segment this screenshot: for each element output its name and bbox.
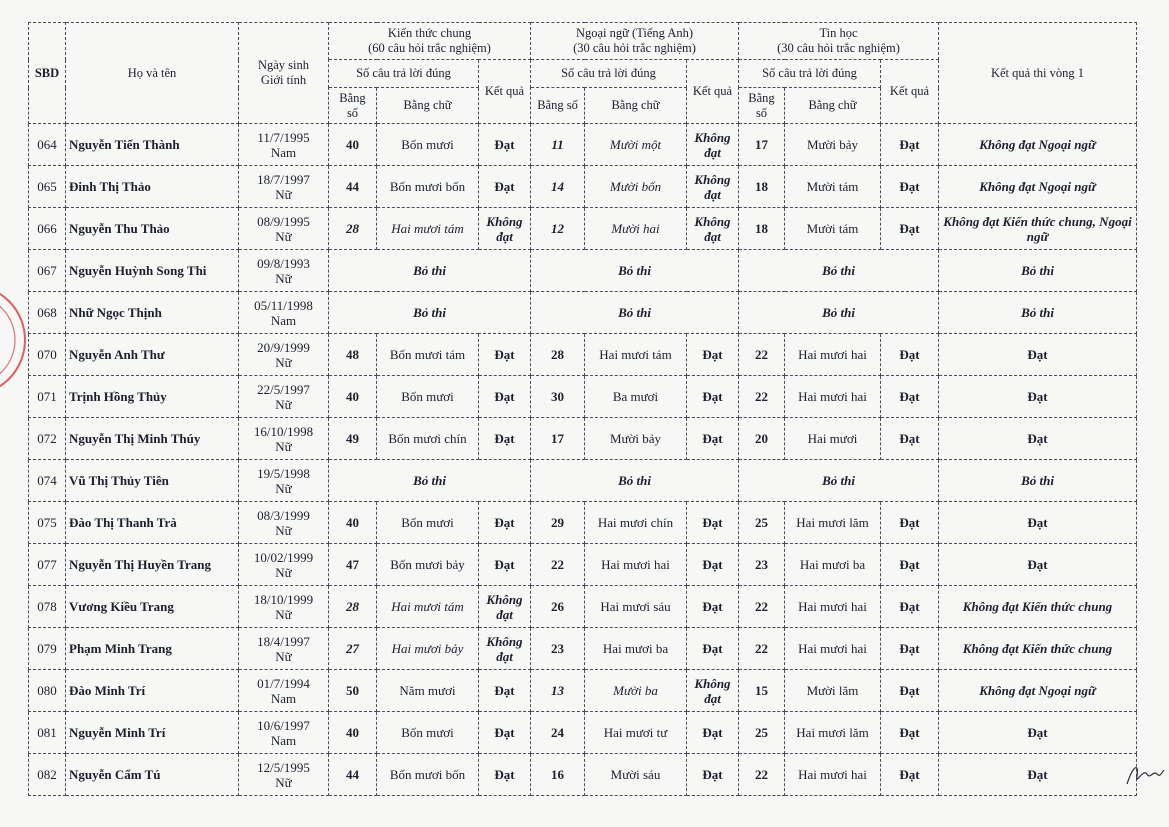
- final-result: Không đạt Kiến thức chung: [939, 628, 1137, 670]
- nn-score-number: 12: [531, 208, 585, 250]
- final-result: Đạt: [939, 334, 1137, 376]
- th-result: Đạt: [881, 712, 939, 754]
- header-nn-correct: Số câu trả lời đúng: [531, 60, 687, 88]
- table-row: [29, 502, 1137, 544]
- nn-result: Đạt: [687, 418, 739, 460]
- nn-score-words: Ba mươi: [585, 376, 687, 418]
- final-result: Đạt: [939, 418, 1137, 460]
- th-score-number: 25: [739, 712, 785, 754]
- final-result: Đạt: [939, 376, 1137, 418]
- nn-score-number: 11: [531, 124, 585, 166]
- th-result: Đạt: [881, 754, 939, 796]
- header-name: Họ và tên: [66, 23, 239, 124]
- header-kt-bang-so-1: Bằng: [339, 90, 366, 105]
- th-result: Đạt: [881, 418, 939, 460]
- name-cell: Nguyễn Thị Minh Thúy: [66, 418, 239, 460]
- final-result: Không đạt Ngoại ngữ: [939, 124, 1137, 166]
- nn-score-words: Mười ba: [585, 670, 687, 712]
- header-th: [739, 23, 939, 60]
- kt-score-number: 40: [329, 124, 377, 166]
- name-cell: Nguyễn Huỳnh Song Thi: [66, 250, 239, 292]
- nn-score-words: Mười sáu: [585, 754, 687, 796]
- header-th-bang-so-2: số: [755, 105, 768, 120]
- nn-result: Đạt: [687, 502, 739, 544]
- nn-result: Không đạt: [687, 166, 739, 208]
- nn-result: Đạt: [687, 544, 739, 586]
- table-row: [29, 208, 1137, 250]
- header-kt-bang-so: [329, 88, 377, 124]
- sbd-cell: 071: [29, 376, 66, 418]
- th-score-number: 18: [739, 166, 785, 208]
- nn-absent: Bỏ thi: [531, 292, 739, 334]
- th-result: Đạt: [881, 166, 939, 208]
- header-nn: [531, 23, 739, 60]
- final-result: Bỏ thi: [939, 292, 1137, 334]
- th-score-number: 22: [739, 628, 785, 670]
- dob-cell: [239, 250, 329, 292]
- kt-score-number: 48: [329, 334, 377, 376]
- dob-cell: [239, 502, 329, 544]
- dob-date: 12/5/1995: [257, 759, 310, 775]
- kt-score-words: Bốn mươi bốn: [377, 754, 479, 796]
- dob-cell: [239, 418, 329, 460]
- kt-score-number: 27: [329, 628, 377, 670]
- header-sbd: SBD: [29, 23, 66, 124]
- sbd-cell: 078: [29, 586, 66, 628]
- kt-result: Đạt: [479, 166, 531, 208]
- nn-absent: Bỏ thi: [531, 250, 739, 292]
- dob-sex: Nam: [270, 732, 297, 748]
- kt-absent: Bỏ thi: [329, 250, 531, 292]
- th-score-words: Hai mươi: [785, 418, 881, 460]
- th-score-number: 22: [739, 586, 785, 628]
- table-row: [29, 250, 1137, 292]
- nn-absent: Bỏ thi: [531, 460, 739, 502]
- final-result: Không đạt Ngoại ngữ: [939, 166, 1137, 208]
- dob-cell: [239, 586, 329, 628]
- nn-score-number: 22: [531, 544, 585, 586]
- th-score-number: 23: [739, 544, 785, 586]
- nn-result: Không đạt: [687, 124, 739, 166]
- sbd-cell: 072: [29, 418, 66, 460]
- th-absent: Bỏ thi: [739, 460, 939, 502]
- dob-date: 10/6/1997: [257, 717, 310, 733]
- kt-result: Đạt: [479, 124, 531, 166]
- th-score-words: Mười tám: [785, 166, 881, 208]
- kt-absent: Bỏ thi: [329, 292, 531, 334]
- final-result: Không đạt Kiến thức chung, Ngoại ngữ: [939, 208, 1137, 250]
- kt-score-number: 44: [329, 754, 377, 796]
- th-score-words: Hai mươi hai: [785, 754, 881, 796]
- header-th-correct: Số câu trả lời đúng: [739, 60, 881, 88]
- kt-score-number: 40: [329, 376, 377, 418]
- dob-sex: Nữ: [275, 270, 292, 286]
- sbd-cell: 064: [29, 124, 66, 166]
- kt-result: Đạt: [479, 376, 531, 418]
- kt-score-words: Bốn mươi: [377, 502, 479, 544]
- header-kt-result: Kết quả: [479, 60, 531, 124]
- header-nn-title: Ngoại ngữ (Tiếng Anh): [575, 26, 694, 40]
- header-kt-correct: Số câu trả lời đúng: [329, 60, 479, 88]
- name-cell: Nguyễn Thị Huyền Trang: [66, 544, 239, 586]
- nn-score-number: 13: [531, 670, 585, 712]
- name-cell: Vũ Thị Thủy Tiên: [66, 460, 239, 502]
- dob-date: 10/02/1999: [253, 549, 314, 565]
- final-result: Đạt: [939, 502, 1137, 544]
- kt-score-number: 28: [329, 586, 377, 628]
- dob-sex: Nữ: [275, 354, 292, 370]
- nn-score-words: Hai mươi tư: [585, 712, 687, 754]
- dob-date: 09/8/1993: [257, 255, 310, 271]
- kt-result: Đạt: [479, 544, 531, 586]
- sbd-cell: 065: [29, 166, 66, 208]
- header-kt-sub: (60 câu hỏi trắc nghiệm): [368, 41, 491, 55]
- nn-score-words: Hai mươi sáu: [585, 586, 687, 628]
- table-row: [29, 418, 1137, 460]
- name-cell: Phạm Minh Trang: [66, 628, 239, 670]
- table-row: [29, 166, 1137, 208]
- nn-score-number: 16: [531, 754, 585, 796]
- table-row: [29, 712, 1137, 754]
- dob-date: 08/3/1999: [257, 507, 310, 523]
- kt-result: Không đạt: [479, 628, 531, 670]
- th-absent: Bỏ thi: [739, 250, 939, 292]
- nn-score-words: Mười hai: [585, 208, 687, 250]
- red-stamp: [0, 255, 40, 425]
- table-row: [29, 670, 1137, 712]
- sbd-cell: 081: [29, 712, 66, 754]
- dob-date: 19/5/1998: [257, 465, 310, 481]
- nn-score-number: 14: [531, 166, 585, 208]
- nn-result: Không đạt: [687, 208, 739, 250]
- dob-sex: Nữ: [275, 774, 292, 790]
- nn-result: Đạt: [687, 334, 739, 376]
- final-result: Đạt: [939, 544, 1137, 586]
- th-result: Đạt: [881, 208, 939, 250]
- dob-sex: Nữ: [275, 396, 292, 412]
- th-score-number: 25: [739, 502, 785, 544]
- nn-score-number: 17: [531, 418, 585, 460]
- th-score-words: Hai mươi ba: [785, 544, 881, 586]
- th-score-words: Hai mươi hai: [785, 628, 881, 670]
- final-result: Không đạt Kiến thức chung: [939, 586, 1137, 628]
- dob-date: 18/7/1997: [257, 171, 310, 187]
- nn-score-words: Mười bốn: [585, 166, 687, 208]
- name-cell: Đinh Thị Thảo: [66, 166, 239, 208]
- nn-result: Đạt: [687, 586, 739, 628]
- dob-cell: [239, 376, 329, 418]
- header-th-bang-chu: Bằng chữ: [785, 88, 881, 124]
- dob-sex: Nữ: [275, 480, 292, 496]
- th-result: Đạt: [881, 544, 939, 586]
- header-kt-bang-chu: Bằng chữ: [377, 88, 479, 124]
- dob-sex: Nữ: [275, 522, 292, 538]
- kt-result: Đạt: [479, 670, 531, 712]
- sbd-cell: 077: [29, 544, 66, 586]
- header-nn-sub: (30 câu hỏi trắc nghiệm): [573, 41, 696, 55]
- sbd-cell: 080: [29, 670, 66, 712]
- nn-score-words: Hai mươi chín: [585, 502, 687, 544]
- nn-score-number: 28: [531, 334, 585, 376]
- header-dob-line2: Giới tính: [260, 73, 307, 87]
- kt-result: Không đạt: [479, 208, 531, 250]
- dob-sex: Nam: [270, 690, 297, 706]
- header-kt-bang-so-2: số: [346, 105, 359, 120]
- kt-result: Đạt: [479, 334, 531, 376]
- kt-score-words: Bốn mươi: [377, 376, 479, 418]
- nn-score-number: 26: [531, 586, 585, 628]
- th-score-number: 22: [739, 334, 785, 376]
- kt-result: Đạt: [479, 754, 531, 796]
- results-table: [28, 22, 1137, 796]
- kt-score-number: 44: [329, 166, 377, 208]
- kt-score-words: Bốn mươi: [377, 712, 479, 754]
- table-row: [29, 334, 1137, 376]
- th-absent: Bỏ thi: [739, 292, 939, 334]
- dob-cell: [239, 754, 329, 796]
- dob-cell: [239, 712, 329, 754]
- th-score-number: 17: [739, 124, 785, 166]
- table-row: [29, 754, 1137, 796]
- nn-score-words: Mười một: [585, 124, 687, 166]
- table-row: [29, 586, 1137, 628]
- nn-result: Đạt: [687, 712, 739, 754]
- kt-score-number: 50: [329, 670, 377, 712]
- kt-absent: Bỏ thi: [329, 460, 531, 502]
- name-cell: Đào Thị Thanh Trà: [66, 502, 239, 544]
- dob-sex: Nữ: [275, 438, 292, 454]
- name-cell: Trịnh Hồng Thủy: [66, 376, 239, 418]
- name-cell: Nhữ Ngọc Thịnh: [66, 292, 239, 334]
- table-row: [29, 124, 1137, 166]
- th-result: Đạt: [881, 124, 939, 166]
- header-nn-result: Kết quả: [687, 60, 739, 124]
- kt-score-number: 40: [329, 502, 377, 544]
- nn-result: Đạt: [687, 754, 739, 796]
- header-th-result: Kết quả: [881, 60, 939, 124]
- th-score-words: Hai mươi hai: [785, 376, 881, 418]
- kt-score-words: Bốn mươi chín: [377, 418, 479, 460]
- nn-score-words: Hai mươi ba: [585, 628, 687, 670]
- nn-score-number: 23: [531, 628, 585, 670]
- header-nn-bang-so: Bằng số: [531, 88, 585, 124]
- dob-date: 01/7/1994: [257, 675, 310, 691]
- table-row: [29, 376, 1137, 418]
- dob-cell: [239, 334, 329, 376]
- kt-score-words: Bốn mươi tám: [377, 334, 479, 376]
- header-nn-bang-chu: Bằng chữ: [585, 88, 687, 124]
- nn-score-number: 30: [531, 376, 585, 418]
- table-row: [29, 460, 1137, 502]
- name-cell: Nguyễn Cẩm Tú: [66, 754, 239, 796]
- dob-cell: [239, 166, 329, 208]
- table-row: [29, 292, 1137, 334]
- th-result: Đạt: [881, 502, 939, 544]
- header-dob: [239, 23, 329, 124]
- kt-score-words: Bốn mươi bốn: [377, 166, 479, 208]
- header-kt-title: Kiến thức chung: [387, 26, 472, 40]
- final-result: Bỏ thi: [939, 460, 1137, 502]
- header-kt: [329, 23, 531, 60]
- kt-score-words: Bốn mươi: [377, 124, 479, 166]
- nn-result: Đạt: [687, 376, 739, 418]
- kt-score-words: Hai mươi bảy: [377, 628, 479, 670]
- name-cell: Nguyễn Anh Thư: [66, 334, 239, 376]
- sbd-cell: 067: [29, 250, 66, 292]
- header-th-sub: (30 câu hỏi trắc nghiệm): [777, 41, 900, 55]
- header-dob-line1: Ngày sinh: [257, 58, 310, 72]
- dob-sex: Nữ: [275, 228, 292, 244]
- nn-result: Không đạt: [687, 670, 739, 712]
- sbd-cell: 075: [29, 502, 66, 544]
- final-result: Đạt: [939, 754, 1137, 796]
- th-score-words: Mười lăm: [785, 670, 881, 712]
- sbd-cell: 074: [29, 460, 66, 502]
- signature: [1125, 760, 1165, 790]
- header-th-bang-so: [739, 88, 785, 124]
- th-score-number: 22: [739, 754, 785, 796]
- th-score-words: Hai mươi hai: [785, 334, 881, 376]
- kt-score-number: 49: [329, 418, 377, 460]
- th-result: Đạt: [881, 586, 939, 628]
- sbd-cell: 068: [29, 292, 66, 334]
- sbd-cell: 070: [29, 334, 66, 376]
- table-row: [29, 544, 1137, 586]
- nn-score-words: Hai mươi hai: [585, 544, 687, 586]
- dob-date: 18/4/1997: [257, 633, 310, 649]
- kt-score-number: 28: [329, 208, 377, 250]
- dob-cell: [239, 208, 329, 250]
- dob-sex: Nữ: [275, 564, 292, 580]
- th-result: Đạt: [881, 334, 939, 376]
- dob-cell: [239, 292, 329, 334]
- nn-score-words: Mười bảy: [585, 418, 687, 460]
- dob-date: 16/10/1998: [253, 423, 314, 439]
- dob-sex: Nữ: [275, 186, 292, 202]
- nn-score-words: Hai mươi tám: [585, 334, 687, 376]
- kt-result: Đạt: [479, 502, 531, 544]
- dob-sex: Nam: [270, 312, 297, 328]
- th-score-words: Hai mươi lăm: [785, 712, 881, 754]
- dob-date: 22/5/1997: [257, 381, 310, 397]
- sbd-cell: 082: [29, 754, 66, 796]
- dob-date: 05/11/1998: [254, 297, 313, 313]
- header-th-title: Tin học: [819, 26, 858, 40]
- dob-sex: Nữ: [275, 606, 292, 622]
- name-cell: Nguyễn Minh Trí: [66, 712, 239, 754]
- dob-date: 08/9/1995: [257, 213, 310, 229]
- nn-score-number: 29: [531, 502, 585, 544]
- kt-score-words: Năm mươi: [377, 670, 479, 712]
- dob-cell: [239, 124, 329, 166]
- table-row: [29, 628, 1137, 670]
- th-result: Đạt: [881, 670, 939, 712]
- kt-result: Đạt: [479, 418, 531, 460]
- dob-cell: [239, 460, 329, 502]
- header-final: Kết quả thi vòng 1: [939, 23, 1137, 124]
- th-score-words: Mười tám: [785, 208, 881, 250]
- th-score-words: Mười bảy: [785, 124, 881, 166]
- dob-cell: [239, 670, 329, 712]
- dob-date: 11/7/1995: [257, 129, 310, 145]
- name-cell: Đào Minh Trí: [66, 670, 239, 712]
- dob-sex: Nữ: [275, 648, 292, 664]
- dob-date: 18/10/1999: [253, 591, 314, 607]
- dob-cell: [239, 628, 329, 670]
- name-cell: Vương Kiều Trang: [66, 586, 239, 628]
- name-cell: Nguyễn Thu Thảo: [66, 208, 239, 250]
- th-result: Đạt: [881, 376, 939, 418]
- dob-date: 20/9/1999: [257, 339, 310, 355]
- th-score-number: 22: [739, 376, 785, 418]
- kt-score-words: Bốn mươi bảy: [377, 544, 479, 586]
- final-result: Đạt: [939, 712, 1137, 754]
- final-result: Bỏ thi: [939, 250, 1137, 292]
- kt-score-number: 47: [329, 544, 377, 586]
- results-body: [29, 124, 1137, 796]
- th-score-number: 20: [739, 418, 785, 460]
- nn-result: Đạt: [687, 628, 739, 670]
- name-cell: Nguyễn Tiến Thành: [66, 124, 239, 166]
- kt-result: Không đạt: [479, 586, 531, 628]
- th-score-number: 18: [739, 208, 785, 250]
- th-score-number: 15: [739, 670, 785, 712]
- nn-score-number: 24: [531, 712, 585, 754]
- header-th-bang-so-1: Bằng: [748, 90, 775, 105]
- th-score-words: Hai mươi lăm: [785, 502, 881, 544]
- kt-score-number: 40: [329, 712, 377, 754]
- kt-score-words: Hai mươi tám: [377, 586, 479, 628]
- th-result: Đạt: [881, 628, 939, 670]
- dob-cell: [239, 544, 329, 586]
- sbd-cell: 066: [29, 208, 66, 250]
- sbd-cell: 079: [29, 628, 66, 670]
- kt-result: Đạt: [479, 712, 531, 754]
- th-score-words: Hai mươi hai: [785, 586, 881, 628]
- kt-score-words: Hai mươi tám: [377, 208, 479, 250]
- dob-sex: Nam: [270, 144, 297, 160]
- final-result: Không đạt Ngoại ngữ: [939, 670, 1137, 712]
